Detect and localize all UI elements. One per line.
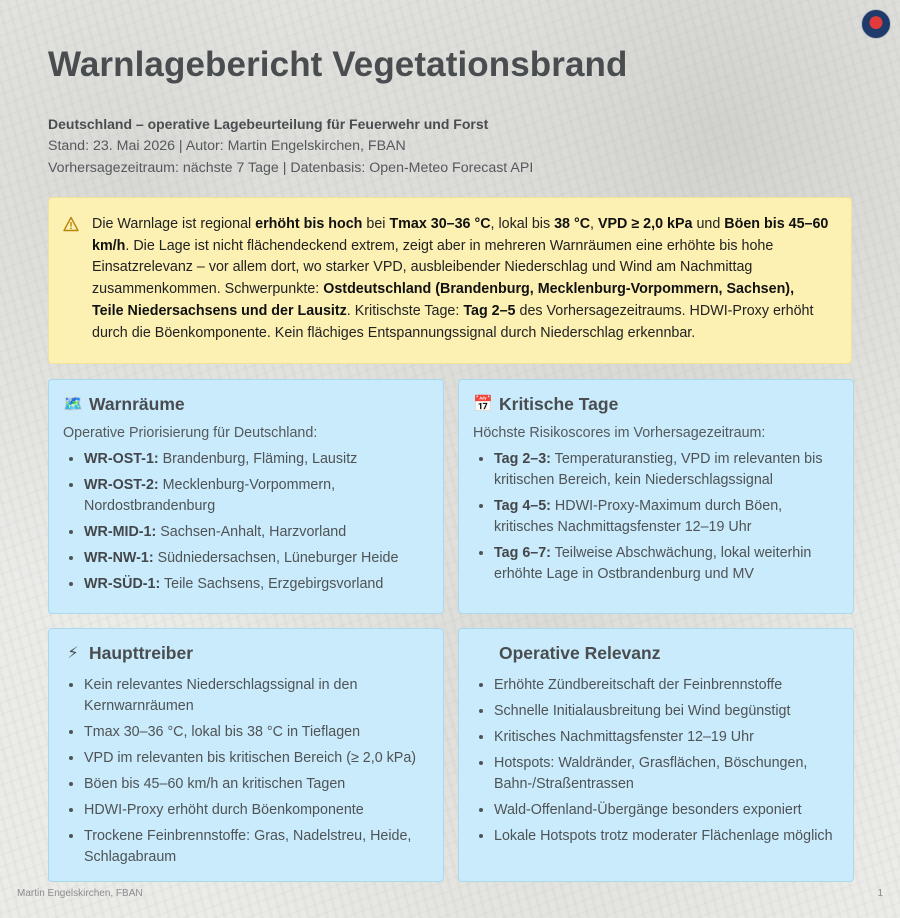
list-item: • Schnelle Initialausbreitung bei Wind begünstigt [494, 701, 839, 722]
list-item: • Trockene Feinbrennstoffe: Gras, Nadelstreu, Heide, Schlagabraum [84, 826, 429, 868]
alert-text-segment: , lokal bis [490, 216, 555, 232]
card-title-operative-relevanz [473, 641, 839, 665]
list-item-text: Sachsen-Anhalt, Harzvorland [156, 524, 347, 541]
warning-icon [63, 216, 79, 232]
list-item-text: Mecklenburg-Vorpommern, Nordostbrandenburg [84, 477, 336, 515]
list-item [494, 543, 839, 585]
list-item [494, 496, 839, 538]
list-item: • HDWI-Proxy erhöht durch Böenkomponente [84, 800, 429, 821]
list-item-text: HDWI-Proxy-Maximum durch Böen, kritisches Nachmittagsfenster 12–19 Uhr [494, 498, 783, 536]
alert-text-segment: und [692, 216, 725, 232]
list-item [494, 449, 839, 491]
card-operative-relevanz [458, 628, 854, 882]
list-item [84, 522, 429, 543]
alert-emphasis: 38 °C [554, 216, 591, 232]
report-meta-date-author: Stand: 23. Mai 2026 | Autor: Martin Engelskirchen, FBAN [48, 138, 406, 154]
card-title-kritische-tage [473, 392, 839, 416]
list-item [84, 548, 429, 569]
alert-text-segment: bei [362, 216, 390, 232]
alert-text-segment: , [590, 216, 598, 232]
kritische-tage-list [473, 449, 839, 585]
footer-author: Martin Engelskirchen, FBAN [17, 888, 143, 899]
alert-emphasis: Böen bis 45–60 km/h [92, 216, 829, 254]
card-warnraeume [48, 379, 444, 614]
page-number: 1 [877, 888, 883, 899]
warning-summary-text [92, 214, 829, 344]
list-item-text: Brandenburg, Fläming, Lausitz [158, 451, 358, 468]
alert-emphasis: VPD ≥ 2,0 kPa [597, 216, 693, 232]
alert-emphasis: Ostdeutschland (Brandenburg, Mecklenburg-Vorpommern, Sachsen), Teile Niedersachsens und der Lausitz [92, 281, 795, 319]
list-item [84, 449, 429, 470]
list-item: • Lokale Hotspots trotz moderater Flächenlage möglich [494, 826, 839, 847]
list-item-text: Teilweise Abschwächung, lokal weiterhin erhöhte Lage in Ostbrandenburg und MV [494, 545, 812, 583]
list-item: • Erhöhte Zündbereitschaft der Feinbrennstoffe [494, 675, 839, 696]
list-item [84, 574, 429, 595]
operative-relevanz-list [473, 675, 839, 847]
list-item-label: WR-OST-2: [84, 477, 159, 494]
list-item-text: Südniedersachsen, Lüneburger Heide [153, 550, 399, 567]
card-title-haupttreiber [63, 641, 429, 665]
alert-emphasis: Tag 2–5 [463, 302, 516, 319]
list-item: • Kritisches Nachmittagsfenster 12–19 Uhr [494, 727, 839, 748]
map-icon: 🗺️ [63, 396, 83, 414]
card-intro: Operative Priorisierung für Deutschland: [63, 425, 318, 442]
card-haupttreiber [48, 628, 444, 882]
list-item: • Böen bis 45–60 km/h an kritischen Tagen [84, 774, 429, 795]
list-item: • Wald-Offenland-Übergänge besonders exponiert [494, 800, 839, 821]
list-item [84, 475, 429, 517]
list-item-label: Tag 4–5: [494, 498, 551, 515]
list-item-label: Tag 6–7: [494, 545, 551, 562]
card-title-text: Operative Relevanz [499, 642, 661, 663]
list-item: • Hotspots: Waldränder, Grasflächen, Böschungen, Bahn-/Straßentrassen [494, 753, 839, 795]
list-item-label: WR-SÜD-1: [84, 576, 161, 593]
list-item-text: Teile Sachsens, Erzgebirgsvorland [160, 576, 384, 593]
list-item-label: WR-NW-1: [84, 550, 154, 567]
list-item: • VPD im relevanten bis kritischen Bereich (≥ 2,0 kPa) [84, 748, 429, 769]
alert-emphasis: Tmax 30–36 °C [389, 216, 491, 232]
haupttreiber-list [63, 675, 429, 868]
card-title-text: Haupttreiber [89, 642, 194, 663]
list-item: • Kein relevantes Niederschlagssignal in den Kernwarnräumen [84, 675, 429, 717]
card-title-text: Warnräume [89, 393, 185, 414]
warning-summary-box [48, 197, 852, 364]
alert-text-segment: . Kritischste Tage: [346, 302, 464, 319]
card-grid [48, 379, 852, 882]
list-item-label: Tag 2–3: [494, 451, 551, 468]
list-item-text: Temperaturanstieg, VPD im relevanten bis kritischen Bereich, kein Niederschlagssignal [494, 451, 823, 489]
page-title: Warnlagebericht Vegetationsbrand [48, 45, 628, 84]
card-title-text: Kritische Tage [499, 393, 619, 414]
calendar-icon: 📅 [473, 396, 493, 414]
page-footer [17, 888, 883, 899]
alert-text-segment: Die Warnlage ist regional [92, 216, 256, 232]
warnraeume-list [63, 449, 429, 595]
lightning-icon: ⚡ [67, 645, 79, 663]
list-item: • Tmax 30–36 °C, lokal bis 38 °C in Tieflagen [84, 722, 429, 743]
report-meta-forecast: Vorhersagezeitraum: nächste 7 Tage | Datenbasis: Open-Meteo Forecast API [48, 160, 534, 176]
alert-text-segment: . Die Lage ist nicht flächendeckend extrem, zeigt aber in mehreren Warnräumen eine erhöhte bis hohe Einsatzrelevanz – vor allem dort, wo starker VPD, ausbleibender Niederschlag und Wind am Nachmittag zusammenkommen. Schwerpunkte: [92, 237, 774, 298]
alert-text-segment: des Vorhersagezeitraums. HDWI-Proxy erhöht durch die Böenkomponente. Kein flächiges Entspannungssignal durch Niederschlag erkennbar. [92, 302, 814, 341]
list-item-label: WR-MID-1: [84, 524, 157, 541]
organization-logo [861, 9, 891, 39]
alert-emphasis: erhöht bis hoch [255, 216, 363, 232]
card-kritische-tage [458, 379, 854, 614]
card-title-warnraeume [63, 392, 429, 416]
list-item-label: WR-OST-1: [84, 451, 159, 468]
report-subtitle: Deutschland – operative Lagebeurteilung für Feuerwehr und Forst [48, 116, 489, 132]
card-intro: Höchste Risikoscores im Vorhersagezeitraum: [473, 425, 766, 442]
